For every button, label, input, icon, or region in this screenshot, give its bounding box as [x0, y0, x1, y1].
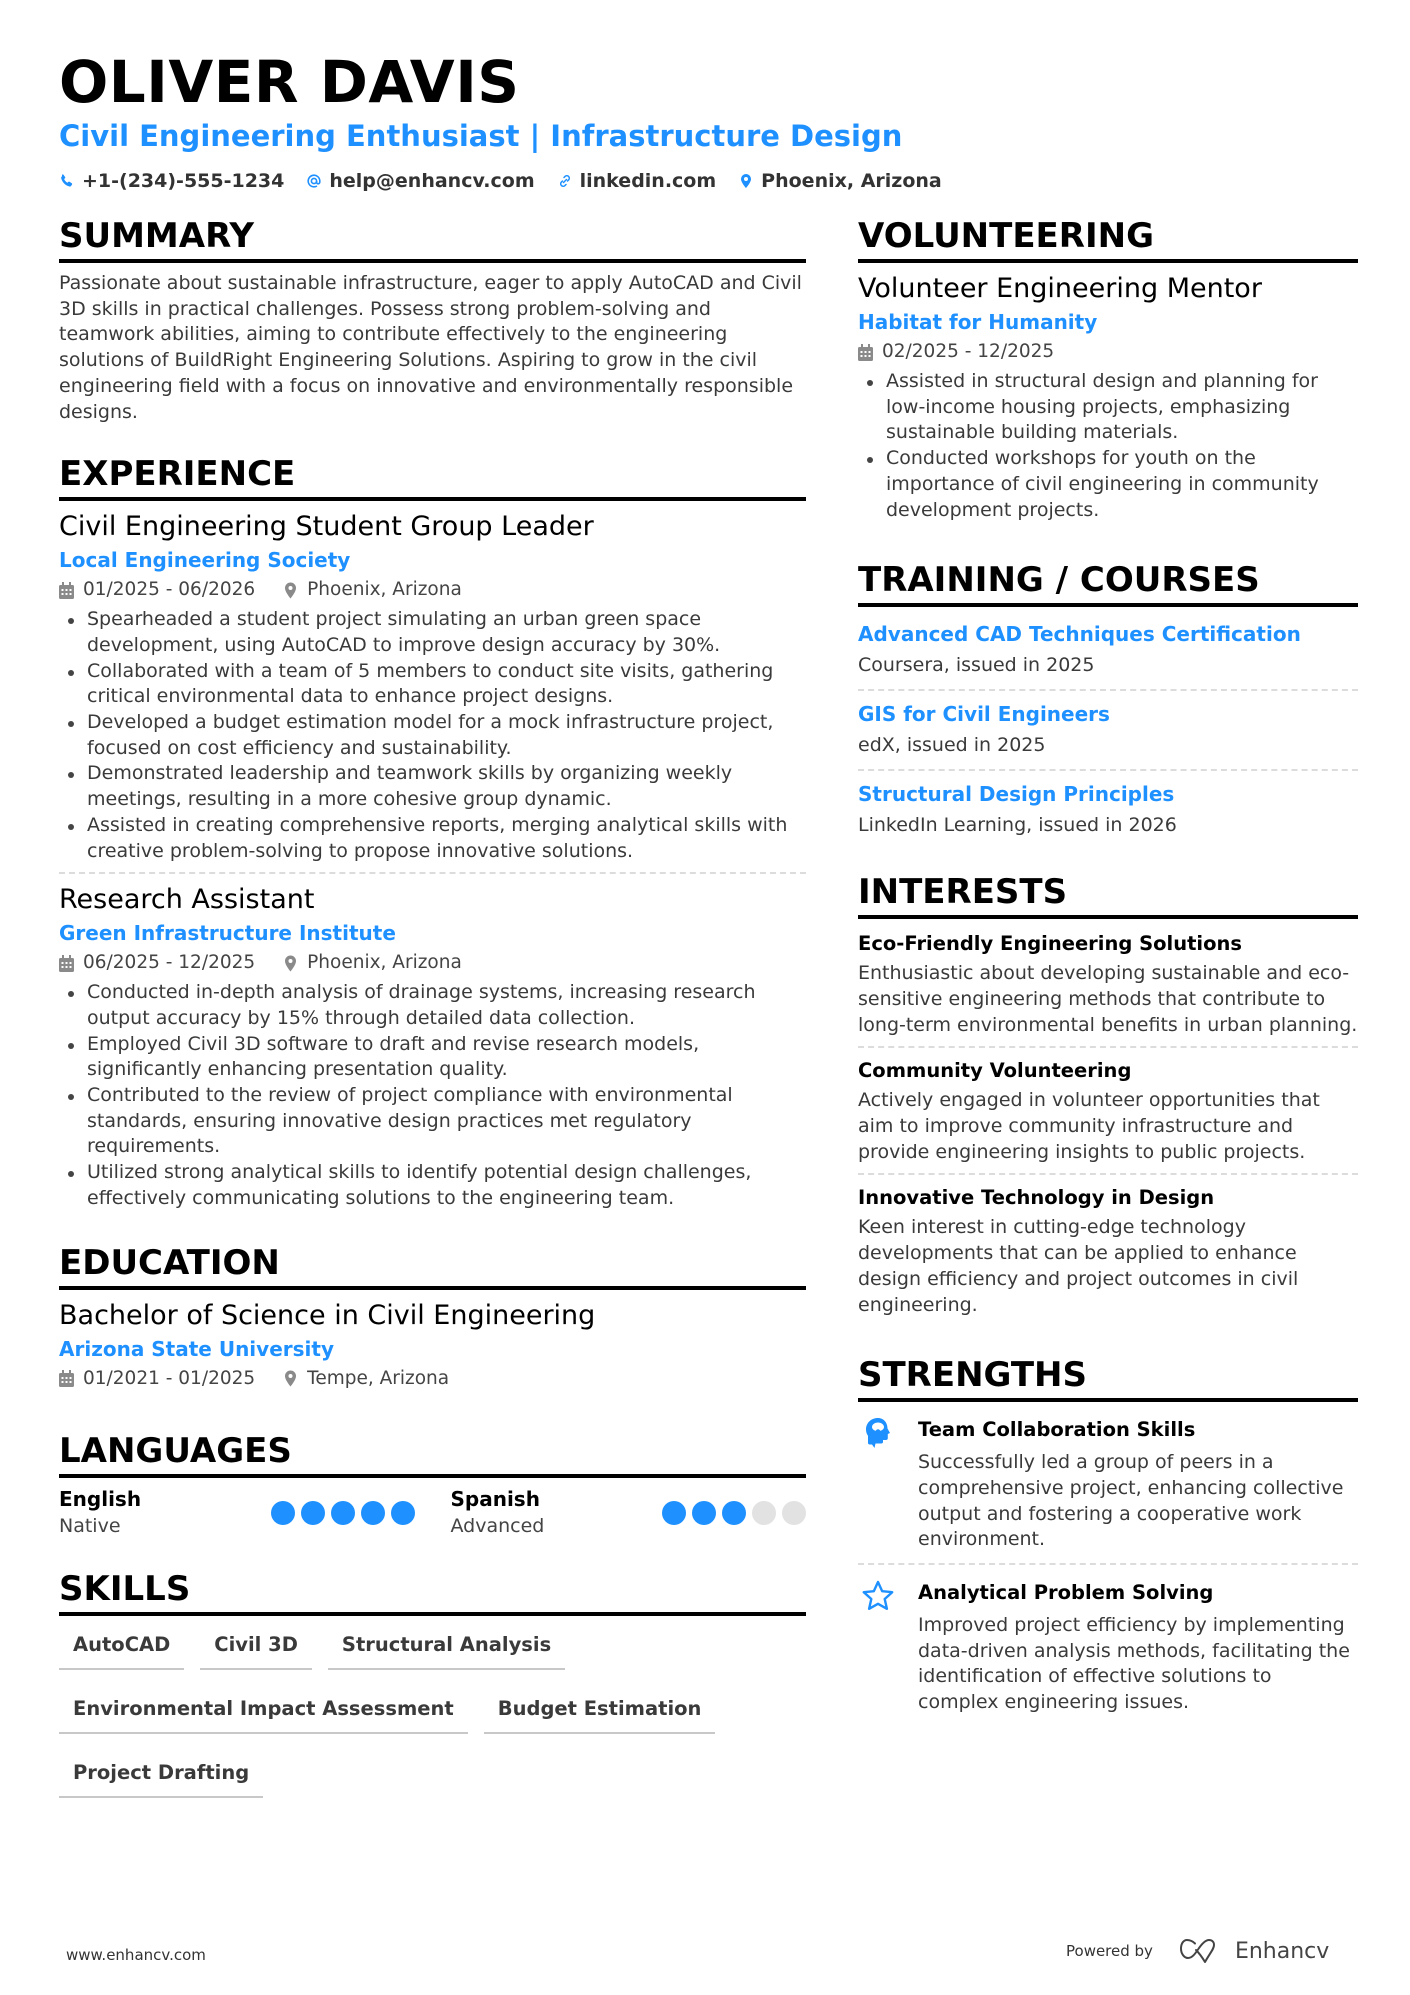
education-entry — [59, 1298, 806, 1402]
entry-meta — [59, 575, 806, 605]
bullet-item: Demonstrated leadership and teamwork skills by organizing weekly meetings, resulting in a more cohesive group dynamic. — [59, 761, 806, 812]
school-name: Arizona State University — [59, 1336, 334, 1361]
section-heading: TRAINING / COURSES — [858, 559, 1358, 607]
location-pin-icon — [283, 1370, 298, 1387]
interest-title: Eco-Friendly Engineering Solutions — [858, 932, 1243, 956]
bullet-item: Employed Civil 3D software to draft and revise research models, significantly enhancing presentation quality. — [59, 1032, 806, 1083]
course-provider: LinkedIn Learning, issued in 2026 — [858, 814, 1177, 837]
location-pin-icon — [283, 582, 298, 599]
bullet-list — [858, 369, 1358, 523]
rating-dot-empty — [782, 1501, 806, 1525]
skill-tag: Environmental Impact Assessment — [59, 1688, 468, 1734]
enhancv-logo-icon — [1179, 1938, 1223, 1964]
interest-item — [858, 1181, 1358, 1326]
bullet-item: Spearheaded a student project simulating an urban green space development, using AutoCAD to improve design accuracy by 30%. — [59, 607, 806, 658]
experience-section — [59, 453, 806, 1219]
bullet-item: Conducted in-depth analysis of drainage systems, increasing research output accuracy by 15% through detailed data collection. — [59, 980, 806, 1031]
location: Phoenix, Arizona — [283, 948, 462, 978]
interest-title: Innovative Technology in Design — [858, 1186, 1215, 1210]
language-level: Native — [59, 1514, 121, 1537]
language-item — [59, 1486, 415, 1540]
course-provider: Coursera, issued in 2025 — [858, 654, 1095, 677]
language-name: English — [59, 1486, 142, 1511]
rating-dot-filled — [301, 1501, 325, 1525]
location: Tempe, Arizona — [283, 1364, 449, 1394]
language-name: Spanish — [450, 1486, 540, 1511]
rating-dot-filled — [692, 1501, 716, 1525]
interest-item — [858, 927, 1358, 1048]
section-heading: EDUCATION — [59, 1242, 806, 1290]
experience-entry — [59, 509, 806, 874]
calendar-icon — [858, 344, 873, 361]
date-range: 01/2021 - 01/2025 — [59, 1364, 255, 1394]
calendar-icon — [59, 582, 74, 599]
phone-icon — [59, 173, 75, 189]
entry-meta — [59, 1364, 806, 1394]
section-heading: INTERESTS — [858, 871, 1358, 919]
section-heading: SKILLS — [59, 1568, 806, 1616]
language-level: Advanced — [450, 1514, 545, 1537]
interest-text: Enthusiastic about developing sustainable and eco-sensitive engineering methods that contribute to long-term environmental benefits in urban planning. — [858, 962, 1358, 1036]
section-heading: LANGUAGES — [59, 1430, 806, 1478]
calendar-icon — [59, 1370, 74, 1387]
rating-dot-filled — [331, 1501, 355, 1525]
bullet-item: Assisted in creating comprehensive reports, merging analytical skills with creative problem-solving to propose innovative solutions. — [59, 813, 806, 864]
rating-dot-filled — [662, 1501, 686, 1525]
course-title: Advanced CAD Techniques Certification — [858, 622, 1301, 647]
bullet-item: Utilized strong analytical skills to identify potential design challenges, effectively communicating solutions to the engineering team. — [59, 1160, 806, 1211]
summary-text: Passionate about sustainable infrastructure, eager to apply AutoCAD and Civil 3D skills in practical challenges. Possess strong problem-solving and teamwork abilities, aiming to contribute effectively to the engineering solutions of BuildRight Engineering Solutions. Aspiring to grow in the civil engineering field with a focus on innovative and environmentally responsible designs. — [59, 272, 802, 423]
interests-section — [858, 871, 1358, 1326]
interest-text: Keen interest in cutting-edge technology developments that can be applied to enhance design efficiency and project outcomes in civil engineering. — [858, 1216, 1299, 1316]
at-icon — [306, 173, 322, 189]
bullet-item: Collaborated with a team of 5 members to conduct site visits, gathering critical environmental data to enhance project designs. — [59, 659, 806, 710]
company-name: Local Engineering Society — [59, 548, 351, 573]
rating-dot-filled — [271, 1501, 295, 1525]
location-pin-icon — [283, 955, 298, 972]
brand-name: Enhancv — [1234, 1938, 1330, 1964]
date-range: 02/2025 - 12/2025 — [858, 337, 1054, 367]
summary-section — [59, 215, 806, 425]
bullet-item: Conducted workshops for youth on the importance of civil engineering in community development projects. — [858, 446, 1358, 523]
head-brain-icon — [861, 1416, 895, 1450]
left-column — [59, 215, 806, 1826]
course-title: Structural Design Principles — [858, 782, 1175, 807]
skill-tag: Budget Estimation — [484, 1688, 716, 1734]
candidate-name: OLIVER DAVIS — [59, 48, 520, 116]
entry-meta — [858, 337, 1358, 367]
calendar-icon — [59, 955, 74, 972]
skills-section — [59, 1568, 806, 1798]
entry-meta — [59, 948, 806, 978]
rating-dot-empty — [752, 1501, 776, 1525]
contact-location: Phoenix, Arizona — [738, 170, 942, 192]
strength-text: Successfully led a group of peers in a comprehensive project, enhancing collective output and fostering a cooperative work environment. — [918, 1451, 1344, 1551]
skill-tag: Project Drafting — [59, 1752, 263, 1798]
section-heading: SUMMARY — [59, 215, 806, 263]
skill-tag: AutoCAD — [59, 1624, 184, 1670]
rating-dot-filled — [391, 1501, 415, 1525]
course-item — [858, 775, 1358, 849]
volunteer-role: Volunteer Engineering Mentor — [858, 273, 1262, 304]
strength-item — [858, 1410, 1358, 1565]
link-icon — [557, 173, 573, 189]
interest-item — [858, 1054, 1358, 1175]
section-heading: STRENGTHS — [858, 1354, 1358, 1402]
proficiency-dots — [271, 1501, 415, 1525]
candidate-title: Civil Engineering Enthusiast | Infrastructure Design — [59, 119, 903, 153]
strength-title: Analytical Problem Solving — [918, 1581, 1214, 1605]
skill-tags — [59, 1624, 806, 1798]
experience-entry — [59, 882, 806, 1219]
location-pin-icon — [738, 173, 754, 189]
interest-title: Community Volunteering — [858, 1059, 1132, 1083]
interest-text: Actively engaged in volunteer opportunities that aim to improve community infrastructure and provide engineering insights to public projects. — [858, 1089, 1320, 1163]
course-item — [858, 615, 1358, 691]
volunteering-entry — [858, 271, 1358, 531]
bullet-item: Assisted in structural design and planning for low-income housing projects, emphasizing sustainable building materials. — [858, 369, 1358, 446]
bullet-list — [59, 607, 806, 864]
language-list — [59, 1486, 806, 1540]
date-range: 01/2025 - 06/2026 — [59, 575, 255, 605]
date-range: 06/2025 - 12/2025 — [59, 948, 255, 978]
section-heading: EXPERIENCE — [59, 453, 806, 501]
strength-text: Improved project efficiency by implementing data-driven analysis methods, facilitating the identification of effective solutions to complex engineering issues. — [918, 1614, 1350, 1714]
strength-title: Team Collaboration Skills — [918, 1418, 1196, 1442]
proficiency-dots — [662, 1501, 806, 1525]
degree: Bachelor of Science in Civil Engineering — [59, 1299, 596, 1331]
contact-linkedin[interactable]: linkedin.com — [557, 170, 717, 192]
bullet-item: Developed a budget estimation model for a mock infrastructure project, focused on cost efficiency and sustainability. — [59, 710, 806, 761]
contact-phone[interactable]: +1-(234)-555-1234 — [59, 170, 284, 192]
languages-section — [59, 1430, 806, 1540]
location: Phoenix, Arizona — [283, 575, 462, 605]
course-title: GIS for Civil Engineers — [858, 702, 1110, 727]
company-name: Green Infrastructure Institute — [59, 921, 396, 946]
resume-header — [59, 48, 1359, 192]
contact-row — [59, 170, 1359, 192]
rating-dot-filled — [361, 1501, 385, 1525]
powered-by-label: Powered by — [1066, 1942, 1153, 1960]
training-section — [858, 559, 1358, 849]
rating-dot-filled — [722, 1501, 746, 1525]
star-outline-icon — [861, 1579, 895, 1613]
bullet-item: Contributed to the review of project compliance with environmental standards, ensuring innovative design practices met regulatory requirements. — [59, 1083, 806, 1160]
job-title: Research Assistant — [59, 884, 315, 916]
course-provider: edX, issued in 2025 — [858, 734, 1046, 757]
language-item — [451, 1486, 807, 1540]
education-section — [59, 1242, 806, 1402]
skill-tag: Civil 3D — [200, 1624, 312, 1670]
footer-website-link[interactable]: www.enhancv.com — [66, 1946, 206, 1964]
section-heading: VOLUNTEERING — [858, 215, 1358, 263]
strength-item — [858, 1573, 1358, 1726]
organization-name: Habitat for Humanity — [858, 310, 1098, 334]
contact-email[interactable]: help@enhancv.com — [306, 170, 534, 192]
right-column — [858, 215, 1358, 1754]
bullet-list — [59, 980, 806, 1211]
volunteering-section — [858, 215, 1358, 531]
footer-branding — [1066, 1938, 1329, 1964]
skill-tag: Structural Analysis — [328, 1624, 565, 1670]
enhancv-logo[interactable] — [1179, 1938, 1329, 1964]
course-item — [858, 695, 1358, 771]
job-title: Civil Engineering Student Group Leader — [59, 511, 594, 543]
strengths-section — [858, 1354, 1358, 1726]
